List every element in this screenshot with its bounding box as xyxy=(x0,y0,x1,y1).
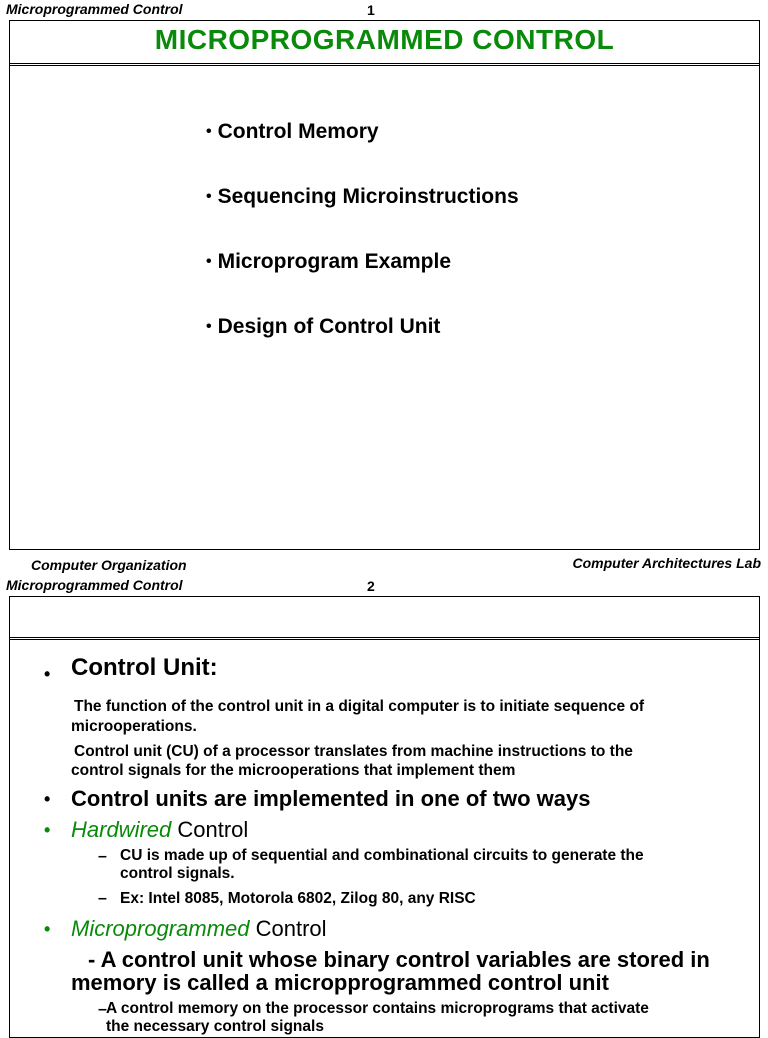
hardwired-sub1-line2: control signals. xyxy=(120,865,235,882)
microprogrammed-definition-line1: - A control unit whose binary control variables are stored in xyxy=(88,947,710,972)
bullet-icon: • xyxy=(206,318,212,335)
page1-footer-left: Computer Organization xyxy=(31,557,187,573)
hardwired-sub2: Ex: Intel 8085, Motorola 6802, Zilog 80, any RISC xyxy=(120,890,476,907)
page1-page-number: 1 xyxy=(367,2,375,18)
slide-1 xyxy=(9,20,760,550)
bullet-icon: • xyxy=(44,789,51,809)
outline-item-design-control-unit: • Design of Control Unit xyxy=(206,315,441,338)
micro-sub1-line2: the necessary control signals xyxy=(106,1018,324,1035)
slide-2 xyxy=(9,596,760,1038)
outline-item-sequencing: • Sequencing Microinstructions xyxy=(206,185,519,208)
bullet-icon: • xyxy=(44,820,51,840)
page1-footer-right: Computer Architectures Lab xyxy=(572,555,761,571)
microprogrammed-definition-line2: memory is called a micropprogrammed control unit xyxy=(71,970,609,995)
dash-icon: – xyxy=(98,890,107,907)
page1-header-title: Microprogrammed Control xyxy=(6,1,183,17)
slide-2-title-rule xyxy=(10,637,759,640)
outline-item-microprogram-example: • Microprogram Example xyxy=(206,250,452,273)
control-unit-heading: Control Unit: xyxy=(71,654,218,681)
bullet-icon: • xyxy=(44,919,51,939)
para1-line2: microoperations. xyxy=(71,718,197,735)
micro-sub1-line1: A control memory on the processor contains microprograms that activate xyxy=(106,1000,649,1017)
hardwired-heading: Hardwired Control xyxy=(71,817,249,842)
page2-header-title: Microprogrammed Control xyxy=(6,577,183,593)
implementation-ways: Control units are implemented in one of two ways xyxy=(71,786,591,811)
bullet-icon: • xyxy=(206,123,212,140)
microprogrammed-heading: Microprogrammed Control xyxy=(71,916,327,941)
dash-icon: – xyxy=(98,1001,107,1018)
bullet-icon: • xyxy=(206,188,212,205)
hardwired-sub1-line1: CU is made up of sequential and combinational circuits to generate the xyxy=(120,847,644,864)
bullet-icon: • xyxy=(206,253,212,270)
page2-page-number: 2 xyxy=(367,578,375,594)
slide-1-outline xyxy=(206,120,519,380)
slide-1-title-rule xyxy=(10,63,759,66)
bullet-icon: • xyxy=(44,664,51,684)
slide-1-title: MICROPROGRAMMED CONTROL xyxy=(154,24,615,55)
para2-line1: Control unit (CU) of a processor translates from machine instructions to the xyxy=(74,743,633,760)
outline-item-control-memory: • Control Memory xyxy=(206,120,379,143)
para1-line1: The function of the control unit in a digital computer is to initiate sequence of xyxy=(74,698,645,715)
para2-line2: control signals for the microoperations that implement them xyxy=(71,762,516,779)
dash-icon: – xyxy=(98,848,107,865)
